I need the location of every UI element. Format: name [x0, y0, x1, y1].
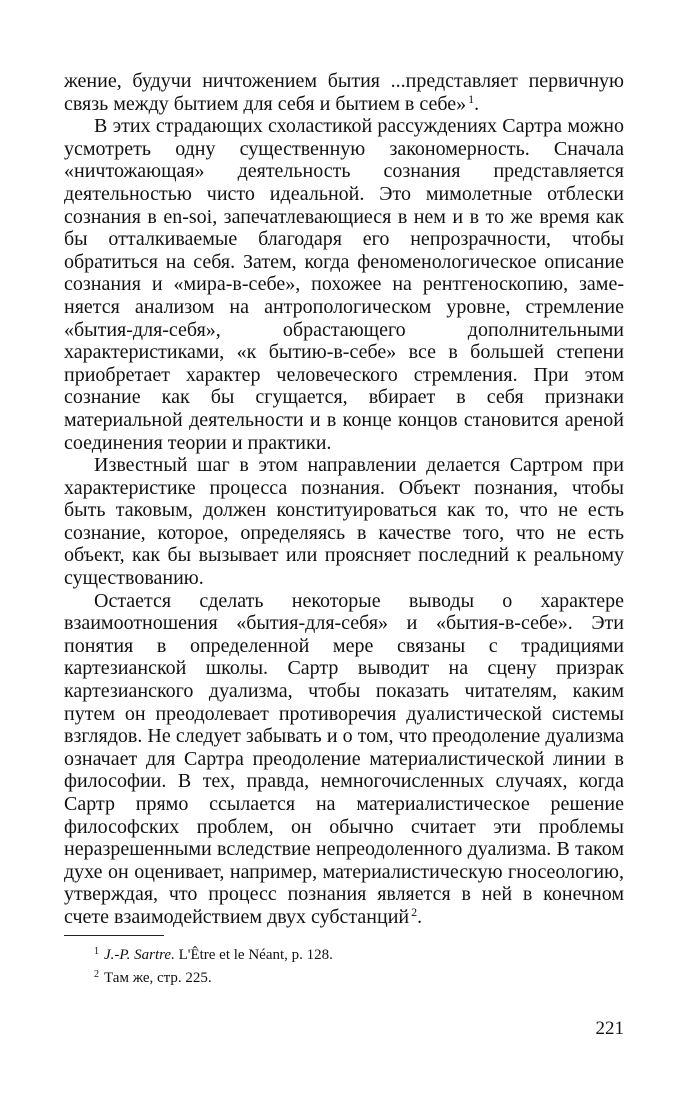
footnote-1-number: 1: [94, 945, 99, 957]
main-text: [64, 70, 624, 929]
footnotes: [64, 942, 624, 988]
footnote-1: [94, 942, 624, 965]
paragraph-2: В этих страдающих схоластикой рассуждениях Сартра можно усмотреть одну существенную закономерность. Сначала «ничтожающая» деятельность сознания представляется деятельностью чисто идеальной. Это мимолетные отблески сознания в en-soi, запечатлевающиеся в нем и в то же время как бы отталкиваемые благодаря его непрозрачности, чтобы обратиться на себя. Затем, когда феноменологическое описание сознания и «мира-в-себе», похожее на рентгеноскопию, заменяется анализом на антропологическом уровне, стремление «бытия-для-себя», обрастающего дополнительными характеристиками, «к бытию-в-себе» все в большей степени приобретает характер человеческого стремления. При этом сознание как бы сгущается, вбирает в себя признаки материальной деятельности и в конце концов становится ареной соединения теории и практики.: [64, 115, 624, 454]
footnote-2: [94, 965, 624, 988]
footnote-1-author: J.-P. Sartre.: [104, 946, 175, 963]
footnote-divider: [64, 935, 164, 936]
paragraph-4-text: Остается сделать некоторые выводы о характере взаимоотношения «бытия-для-себя» и «бытия-в-себе». Эти понятия в определенной мере связаны с традициями картезианской школы. Сартр выводит на сцену призрак картезианского дуализма, чтобы показать читателям, каким путем он преодолевает противоречия дуалистической системы взглядов. Не следует забывать и о том, что преодоление дуализма означает для Сартра преодоление материалистической линии в философии. В тех, правда, немногочисленных случаях, когда Сартр прямо ссылается на материалистическое решение философских проблем, он обычно считает эти проблемы неразрешенными вследствие непреодоленного дуализма. В таком духе он оценивает, например, материалистическую гносеологию, утверждая, что процесс познания является в ней в конечном счете взаимодействием двух субстанций: [64, 589, 624, 928]
paragraph-3: Известный шаг в этом направлении делается Сартром при характеристике процесса познания. Объект познания, чтобы быть таковым, должен конституироваться как то, что не есть сознание, которое, определяясь в качестве того, что не есть объект, как бы вызывает или проясняет последний к реальному существованию.: [64, 454, 624, 590]
page-number: 221: [595, 1018, 624, 1039]
page: [64, 70, 624, 988]
paragraph-1-text: жение, будучи ничтожением бытия ...представляет первичную связь между бытием для себя и бытием в себе»: [64, 70, 624, 115]
paragraph-4: [64, 590, 624, 929]
footnote-2-number: 2: [94, 968, 99, 980]
footnote-1-text: L'Être et le Néant, p. 128.: [174, 946, 333, 963]
footnote-2-text: Там же, стр. 225.: [104, 969, 212, 986]
paragraph-1-tail: .: [474, 92, 480, 115]
paragraph-1: [64, 70, 624, 115]
footnote-ref-1[interactable]: 1: [468, 91, 475, 106]
paragraph-4-tail: .: [417, 905, 423, 928]
footnote-ref-2[interactable]: 2: [411, 904, 418, 919]
